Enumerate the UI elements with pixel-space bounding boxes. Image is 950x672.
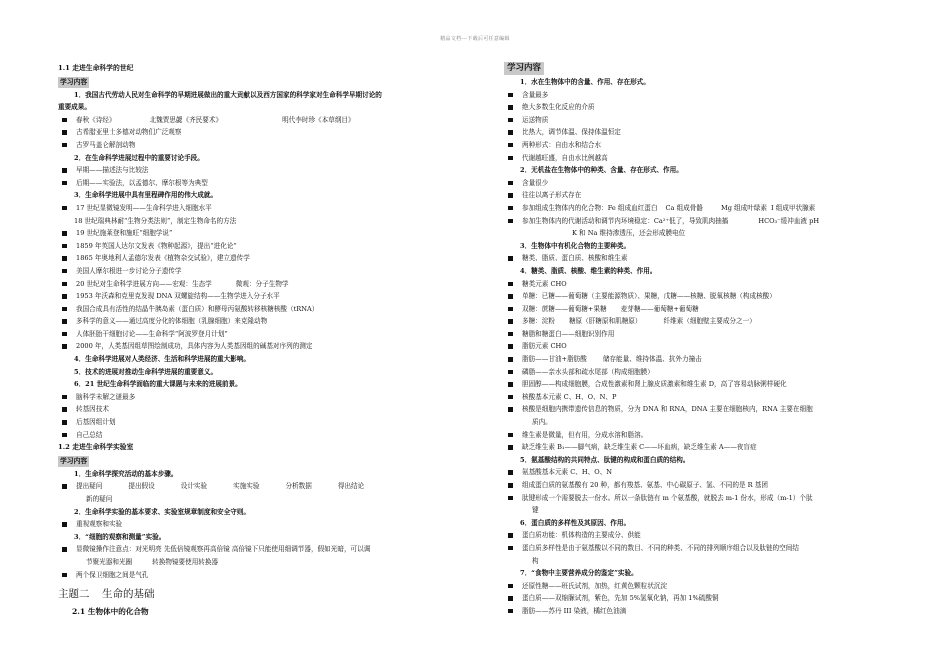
bullet-item: 蛋白质功能：机体构造的主要成分、供能 bbox=[504, 529, 902, 542]
numbered-item: 5．技术的进展对推动生命科学进展的重要意义。 bbox=[74, 367, 218, 376]
bullet-item bbox=[504, 202, 902, 215]
bullet-item: 17 世纪显微镜发明——生命科学进入细胞水平 bbox=[58, 202, 468, 215]
numbered-item: 4．生命科学进展对人类经济、生活和科学进展的重大影响。 bbox=[74, 355, 251, 364]
bullet-item: 糖脂和糖蛋白——细胞识别作用 bbox=[504, 328, 902, 341]
bullet-item: 后期——实验法，以孟德尔、摩尔根等为典型 bbox=[58, 177, 468, 190]
bullet-item: 古罗马盖仑解剖动物 bbox=[58, 139, 468, 152]
theme-number: 主题二 bbox=[58, 588, 90, 601]
bullet-item: 自己总结 bbox=[58, 429, 468, 442]
bullet-item: 核酸基本元素 C、H、O、N、P bbox=[504, 391, 902, 404]
numbered-item: 5．氨基酸结构的共同特点、肽键的构成和蛋白质的结构。 bbox=[520, 455, 690, 464]
bullet-item: 两个保卫细胞之间是气孔 bbox=[58, 569, 468, 582]
step-text: 设计实验 bbox=[180, 482, 208, 491]
bullet-text: 明代李时珍《本草纲目》 bbox=[282, 115, 355, 124]
bullet-item: 2000 年，人类基因组草图绘制成功，具体内容为人类基因组的碱基对序列的测定 bbox=[58, 340, 468, 353]
bullet-item: 人体胚胎干细胞讨论——生命科学“阿波罗登月计划” bbox=[58, 328, 468, 341]
bullet-text: HCO₃⁻缓冲血液 pH bbox=[758, 216, 820, 225]
numbered-item: 1．水在生物体中的含量、作用、存在形式。 bbox=[520, 78, 650, 86]
bullet-item: 还原性糖——班氏试剂，加热，红黄色颗粒状沉淀 bbox=[504, 580, 902, 593]
numbered-item: 2．在生命科学进展过程中的重要讨论手段。 bbox=[74, 153, 204, 162]
bullet-item: 1953 年沃森和克里克发现 DNA 双螺旋结构——生物学进入分子水平 bbox=[58, 290, 468, 303]
numbered-item: 1．生命科学探究活动的基本步骤。 bbox=[74, 469, 178, 478]
page-header: 精品文档---下载后可任意编辑 bbox=[440, 36, 510, 42]
bullet-item bbox=[58, 114, 468, 127]
left-column bbox=[58, 62, 468, 619]
bullet-item bbox=[504, 315, 902, 328]
bullet-text: 多糖：淀粉 bbox=[522, 317, 555, 326]
bullet-item: 比热大，调节体温、保持体温恒定 bbox=[504, 126, 902, 139]
bullet-text: 转换物镜要使用转换器 bbox=[152, 557, 219, 566]
bullet-item: 组成蛋白质的氨基酸有 20 种，都有羧基、氨基、中心碳原子、氢、不同的是 R 基团 bbox=[504, 479, 902, 492]
subsection-title: 2.1 生物体中的化合物 bbox=[72, 607, 149, 617]
numbered-item: 3．“细胞的观察和测量”实验。 bbox=[74, 532, 166, 541]
bullet-item: 糖类元素 CHO bbox=[504, 278, 902, 291]
study-content-label: 学习内容 bbox=[60, 457, 88, 466]
section-title: 1.1 走进生命科学的世纪 bbox=[58, 64, 134, 72]
bullet-item: 重视观察和实验 bbox=[58, 518, 468, 531]
bullet-item: 糖类、脂质、蛋白质、核酸和维生素 bbox=[504, 252, 902, 265]
bullet-text: 节聚光器和光圈 bbox=[86, 557, 133, 566]
bullet-text: 春秋《诗经》 bbox=[76, 115, 116, 124]
bullet-text: 微观：分子生物学 bbox=[235, 279, 289, 288]
bullet-item: 核酸是细胞内携带遗传信息的物质，分为 DNA 和 RNA，DNA 主要在细胞核内，RNA 主要在细胞 bbox=[504, 403, 902, 416]
bullet-item: 古希腊亚里士多德对动物们广泛观察 bbox=[58, 126, 468, 139]
bullet-item: 蛋白质多样性是由于氨基酸以不同的数目、不同的种类、不同的排列顺序组合以及肽链的空间结 bbox=[504, 542, 902, 555]
numbered-item: 1．我国古代劳动人民对生命科学的早期进展做出的重大贡献以及西方国家的科学家对生命科学早期讨论的 bbox=[74, 90, 382, 99]
bullet-text: 糖原（肝糖原和肌糖原） bbox=[568, 317, 642, 326]
bullet-item: 磷脂——亲水头部和疏水尾部（构成细胞膜） bbox=[504, 366, 902, 379]
text-line: 18 世纪瑞典林耐“生物分类法则”，制定生物命名的方法 bbox=[74, 216, 237, 225]
step-text: 实施实验 bbox=[233, 482, 260, 491]
bullet-item: 两种形式：自由水和结合水 bbox=[504, 139, 902, 152]
numbered-item: 3．生物体中有机化合物的主要种类。 bbox=[520, 241, 631, 250]
step-text: 新的疑问 bbox=[86, 495, 113, 503]
numbered-item: 4．糖类、脂质、核酸、维生素的种类、作用。 bbox=[520, 266, 657, 275]
bullet-item-cont: K 和 Na 维持渗透压，还会形成膜电位 bbox=[572, 229, 686, 238]
bullet-item bbox=[504, 353, 902, 366]
bullet-text: 脂肪——甘油+脂肪酸 bbox=[522, 355, 587, 364]
bullet-item: 维生素是微量，但有用，分成水溶和脂溶。 bbox=[504, 429, 902, 442]
bullet-item: 胆固醇——构成细胞膜，合成性激素和肾上腺皮质激素和维生素 D，高了容易动脉粥样硬化 bbox=[504, 378, 902, 391]
bullet-item-cont: 键 bbox=[532, 506, 539, 515]
bullet-item: 19 世纪施莱登和施旺“细胞学说” bbox=[58, 227, 468, 240]
bullet-item: 我国合成具有活性的结晶牛胰岛素（蛋白质）和酵母丙氨酸转移核糖核酸（tRNA） bbox=[58, 303, 468, 316]
bullet-item: 氨基酸基本元素 C、H、O、N bbox=[504, 466, 902, 479]
bullet-text: Mg 组成叶绿素 bbox=[720, 203, 767, 212]
step-text: 分析数据 bbox=[285, 482, 312, 491]
bullet-item: 1865 年奥地利人孟德尔发表《植物杂交试验》，建立遗传学 bbox=[58, 252, 468, 265]
study-content-label: 学习内容 bbox=[504, 62, 544, 75]
bullet-text: Ca 组成骨骼 bbox=[665, 203, 703, 212]
numbered-item: 6．21 世纪生命科学面临的重大课题与未来的进展前景。 bbox=[74, 380, 242, 389]
bullet-text: 纤维素（细胞壁主要成分之一） bbox=[663, 317, 756, 326]
bullet-item: 绝大多数生化反应的介质 bbox=[504, 101, 902, 114]
bullet-item: 缺乏维生素 B₁——脚气病，缺乏维生素 C——坏血病，缺乏维生素 A——夜盲症 bbox=[504, 441, 902, 454]
bullet-item: 代谢越旺盛，自由水比例越高 bbox=[504, 152, 902, 165]
step-text: 提出假设 bbox=[128, 482, 155, 491]
bullet-item: 脑科学未解之谜最多 bbox=[58, 391, 468, 404]
bullet-text: 北魏贾思勰《齐民要术》 bbox=[149, 115, 223, 124]
theme-heading bbox=[58, 584, 468, 604]
bullet-item: 1859 年英国人达尔文发表《物种起源》，提出“进化论” bbox=[58, 240, 468, 253]
bullet-item: 蛋白质——双缩脲试剂，紫色，先加 5%氢氧化钠，再加 1%硫酸铜 bbox=[504, 592, 902, 605]
numbered-item: 2．生命科学实验的基本要求、实验室规章制度和安全守则。 bbox=[74, 507, 251, 516]
bullet-item bbox=[58, 278, 468, 291]
numbered-item: 6．蛋白质的多样性及其原因、作用。 bbox=[520, 518, 631, 527]
bullet-item: 显微镜操作注意点：对光明亮 先低倍镜观察再高倍镜 高倍镜下只能使用细调节器，假如光暗，可以调 bbox=[58, 543, 468, 556]
numbered-item: 7．“食物中主要营养成分的鉴定”实验。 bbox=[520, 569, 638, 578]
right-column bbox=[504, 62, 902, 618]
bullet-item bbox=[504, 215, 902, 228]
bullet-item: 脂肪——苏丹 III 染液，橘红色油滴 bbox=[504, 605, 902, 618]
bullet-item bbox=[504, 303, 902, 316]
bullet-item: 多科学的意义——通过高度分化的体细胞（乳腺细胞）来克隆动物 bbox=[58, 315, 468, 328]
bullet-text: 麦芽糖——葡萄糖+葡萄糖 bbox=[620, 304, 699, 313]
bullet-item-cont: 质内。 bbox=[532, 418, 552, 427]
numbered-item: 3．生命科学进展中具有里程碑作用的伟大成就。 bbox=[74, 191, 218, 200]
bullet-item bbox=[58, 480, 468, 493]
bullet-item: 含量最多 bbox=[504, 89, 902, 102]
bullet-text: 20 世纪对生命科学进展方向——宏观：生态学 bbox=[76, 279, 212, 288]
numbered-item: 2．无机盐在生物体中的种类、含量、存在形式、作用。 bbox=[520, 166, 683, 175]
bullet-item: 美国人摩尔根进一步讨论分子遗传学 bbox=[58, 265, 468, 278]
bullet-text: 储存能量、维持体温、抗外力撞击 bbox=[602, 355, 702, 364]
step-text: 得出结论 bbox=[337, 482, 365, 491]
bullet-item: 早期——描述法与比较法 bbox=[58, 164, 468, 177]
numbered-item-cont: 重要成果。 bbox=[58, 103, 91, 112]
bullet-item: 肽键形成一个需要脱去一份水。所以一条肽链有 m 个氨基酸，就脱去 m-1 份水，形成（m-1）个肽 bbox=[504, 492, 902, 505]
bullet-item: 含量很少 bbox=[504, 177, 902, 190]
bullet-item-cont bbox=[58, 556, 468, 569]
bullet-text: 参加生物体内的代谢活动和调节内环境稳定：Ca²⁺低了，导致肌肉抽搐 bbox=[522, 216, 729, 225]
step-text: 提出疑问 bbox=[76, 482, 103, 491]
bullet-item: 运送物质 bbox=[504, 114, 902, 127]
bullet-text: I 组成甲状腺素 bbox=[771, 203, 816, 212]
bullet-text: 双糖：蔗糖——葡萄糖+果糖 bbox=[522, 304, 607, 313]
bullet-text: 参加组成生物体内的化合物：Fe 组成血红蛋白 bbox=[522, 203, 658, 212]
theme-title: 生命的基础 bbox=[102, 588, 155, 601]
study-content-label: 学习内容 bbox=[60, 78, 88, 86]
bullet-item: 后基因组计划 bbox=[58, 416, 468, 429]
bullet-item: 往往以离子形式存在 bbox=[504, 189, 902, 202]
bullet-item: 脂肪元素 CHO bbox=[504, 340, 902, 353]
bullet-item: 转基因技术 bbox=[58, 403, 468, 416]
bullet-item: 单糖：已糖——葡萄糖（主要能源物质）、果糖，戊糖——核糖、脱氧核糖（构成核酸） bbox=[504, 290, 902, 303]
bullet-item-cont: 构 bbox=[532, 556, 539, 565]
section-title: 1.2 走进生命科学实验室 bbox=[58, 443, 134, 452]
